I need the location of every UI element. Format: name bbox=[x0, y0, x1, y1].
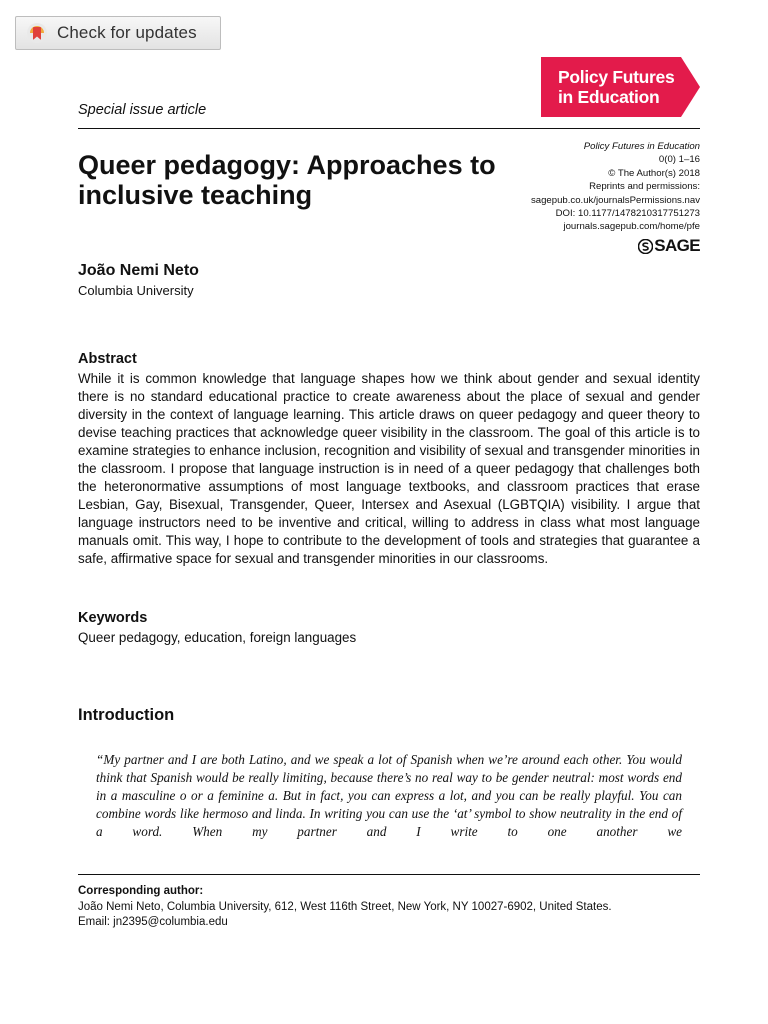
corresponding-author-details bbox=[78, 900, 612, 930]
article-type: Special issue article bbox=[78, 102, 207, 118]
meta-reprints: Reprints and permissions: bbox=[589, 181, 700, 193]
meta-journal: Policy Futures in Education bbox=[583, 141, 700, 152]
crossmark-icon bbox=[26, 22, 48, 44]
corresponding-author-email[interactable]: Email: jn2395@columbia.edu bbox=[78, 916, 228, 928]
check-for-updates-label: Check for updates bbox=[57, 23, 197, 42]
check-for-updates-button[interactable] bbox=[15, 16, 221, 50]
abstract-heading: Abstract bbox=[78, 351, 137, 367]
journal-logo-line1: Policy Futures bbox=[558, 67, 675, 87]
meta-copyright: © The Author(s) 2018 bbox=[608, 167, 700, 179]
sage-s-icon bbox=[638, 239, 653, 254]
meta-volume: 0(0) 1–16 bbox=[658, 154, 700, 166]
corresponding-author-heading: Corresponding author: bbox=[78, 885, 204, 897]
author-affiliation: Columbia University bbox=[78, 283, 194, 298]
meta-journal-link[interactable]: journals.sagepub.com/home/pfe bbox=[563, 221, 700, 233]
introduction-heading: Introduction bbox=[78, 706, 175, 724]
journal-logo-line2: in Education bbox=[558, 87, 660, 107]
meta-doi[interactable]: DOI: 10.1177/1478210317751273 bbox=[555, 208, 700, 220]
header-divider bbox=[78, 128, 700, 129]
publication-meta bbox=[460, 140, 700, 234]
footnote-divider bbox=[78, 874, 700, 875]
journal-logo-text bbox=[558, 67, 674, 107]
keywords-text: Queer pedagogy, education, foreign languages bbox=[78, 630, 357, 645]
introduction-quote: “My partner and I are both Latino, and we speak a lot of Spanish when we’re around each other. You would think that Spanish would be really limiting, because there’s no real way to be gender neutral: most words end in a masculine o or a feminine a. But in fact, you can express a lot, and you can be really playful. You can combine words like hermoso and linda. In writing you can use the ‘at’ symbol to show neutrality in the end of a word. When my partner and I write to one another we bbox=[96, 752, 682, 839]
article-title: Queer pedagogy: Approaches to inclusive teaching bbox=[78, 150, 496, 210]
meta-permissions-link[interactable]: sagepub.co.uk/journalsPermissions.nav bbox=[530, 194, 700, 206]
abstract-text: While it is common knowledge that language shapes how we think about gender and sexual identity there is no standard educational practice to create awareness about the place of sexual and gender diversity in the context of language learning. This article draws on queer pedagogy and queer theory to devise teaching practices that acknowledge queer visibility in the classroom. The goal of this article is to examine strategies to enhance inclusion, recognition and visibility of sexual and transgender minorities in the classroom. I propose that language instruction is in need of a queer pedagogy that challenges both the heteronormative assumptions of most language textbooks, and classroom practices that erase Lesbian, Gay, Bisexual, Transgender, Queer, Intersex and Asexual (LGBTQIA) visibility. I argue that language instructors need to be inventive and critical, willing to address in class what most language manuals omit. This way, I hope to contribute to the development of tools and strategies that guarantee a safe, affirmative space for sexual and transgender minorities in our classrooms. bbox=[78, 371, 700, 566]
keywords-heading: Keywords bbox=[78, 610, 148, 626]
journal-logo bbox=[541, 57, 700, 117]
sage-logo bbox=[638, 236, 700, 256]
corresponding-author-address: João Nemi Neto, Columbia University, 612, West 116th Street, New York, NY 10027-6902, United States. bbox=[78, 901, 612, 913]
sage-logo-text: SAGE bbox=[654, 236, 700, 255]
author-name: João Nemi Neto bbox=[78, 262, 199, 279]
